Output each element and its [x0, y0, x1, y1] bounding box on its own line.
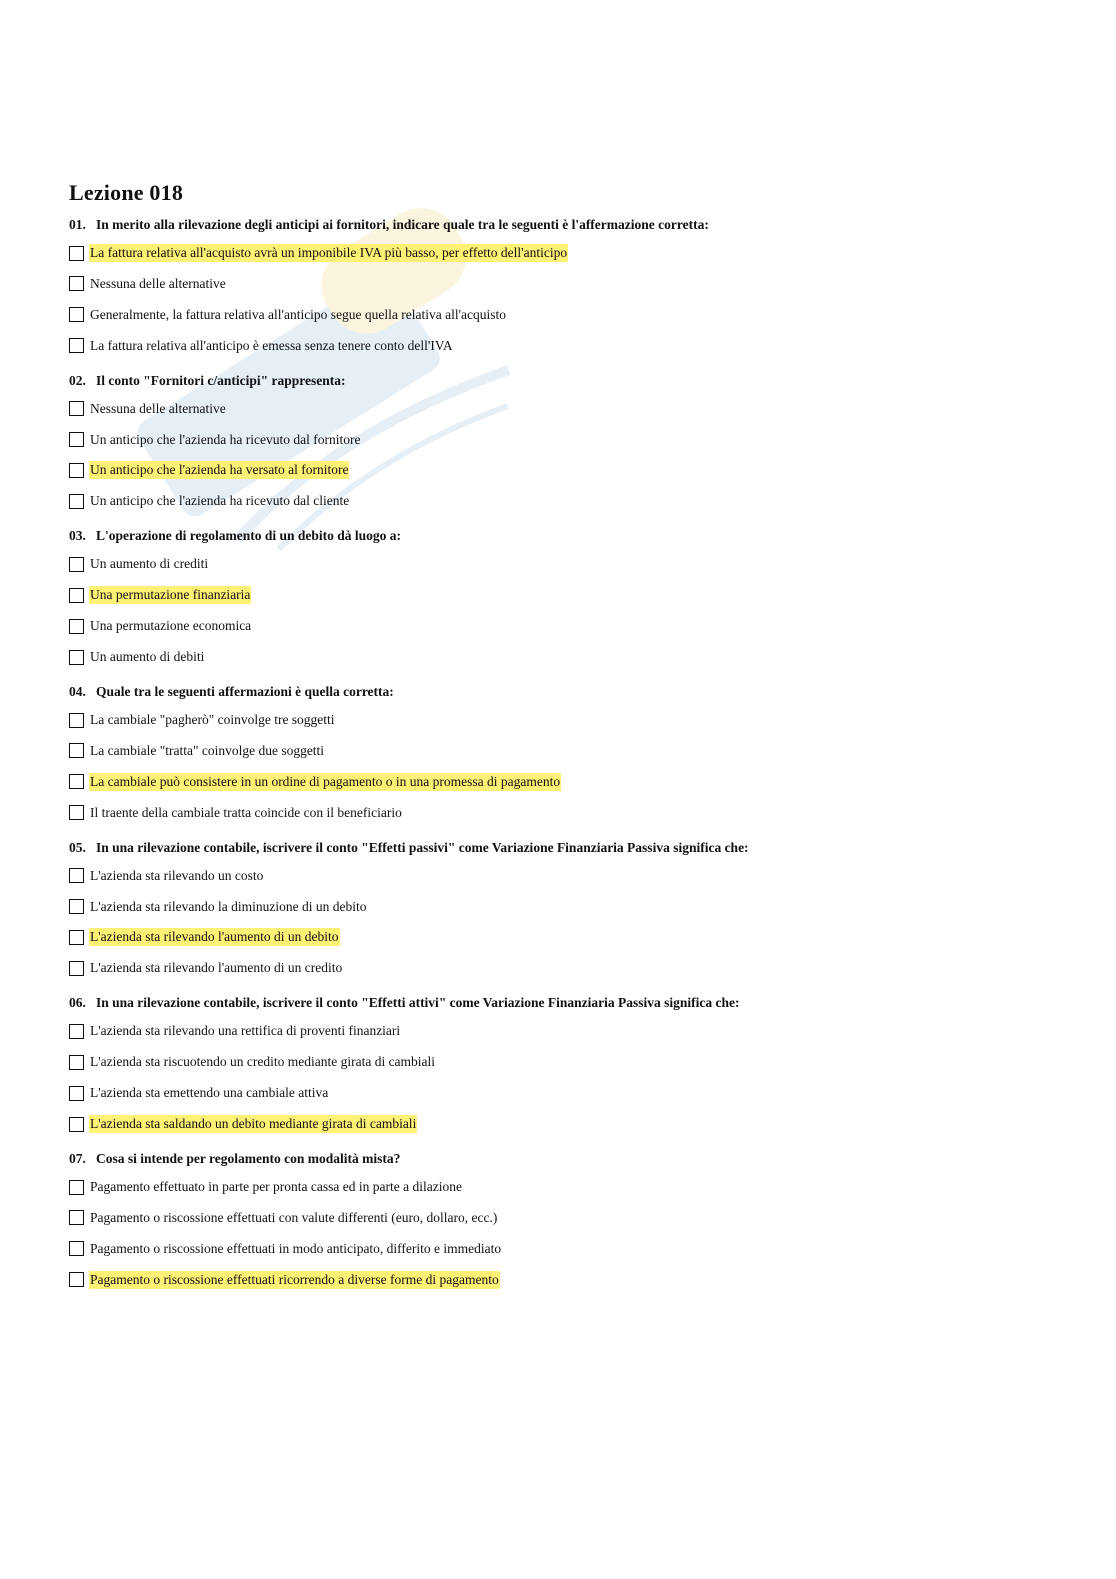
- checkbox[interactable]: [69, 619, 84, 634]
- checkbox[interactable]: [69, 588, 84, 603]
- question-prompt: In merito alla rilevazione degli anticipi ai fornitori, indicare quale tra le seguenti è l'affermazione corretta:: [96, 217, 709, 232]
- answer-option[interactable]: [69, 490, 1049, 512]
- answer-option[interactable]: [69, 429, 1049, 451]
- answer-label: Pagamento effettuato in parte per pronta cassa ed in parte a dilazione: [90, 1179, 462, 1195]
- question-number: 02.: [69, 372, 86, 388]
- answer-option[interactable]: [69, 1269, 1049, 1291]
- checkbox[interactable]: [69, 1117, 84, 1132]
- answer-option[interactable]: [69, 1082, 1049, 1104]
- checkbox[interactable]: [69, 494, 84, 509]
- answer-option[interactable]: [69, 1020, 1049, 1042]
- checkbox[interactable]: [69, 650, 84, 665]
- answer-option[interactable]: [69, 1051, 1049, 1073]
- answer-label: L'azienda sta rilevando l'aumento di un credito: [90, 960, 343, 976]
- answer-option[interactable]: [69, 709, 1049, 731]
- checkbox[interactable]: [69, 338, 84, 353]
- answer-label: Nessuna delle alternative: [90, 275, 226, 291]
- question-number: 05.: [69, 839, 86, 855]
- answer-label: Un aumento di crediti: [90, 556, 209, 572]
- question-prompt: In una rilevazione contabile, iscrivere il conto "Effetti passivi" come Variazione Finanziaria Passiva significa che:: [96, 839, 749, 855]
- checkbox[interactable]: [69, 307, 84, 322]
- checkbox[interactable]: [69, 805, 84, 820]
- answer-label-highlighted: Una permutazione finanziaria: [90, 587, 251, 603]
- question-number: 03.: [69, 528, 86, 544]
- answer-option[interactable]: [69, 1176, 1049, 1198]
- answer-label: L'azienda sta rilevando un costo: [90, 867, 264, 883]
- checkbox[interactable]: [69, 1055, 84, 1070]
- question-text: [69, 1150, 1049, 1167]
- answer-option[interactable]: [69, 896, 1049, 918]
- checkbox[interactable]: [69, 713, 84, 728]
- answer-option[interactable]: [69, 646, 1049, 668]
- answer-label: Un anticipo che l'azienda ha ricevuto dal fornitore: [90, 431, 361, 447]
- question-prompt: L'operazione di regolamento di un debito dà luogo a:: [96, 528, 402, 544]
- checkbox[interactable]: [69, 1272, 84, 1287]
- answer-option[interactable]: [69, 740, 1049, 762]
- checkbox[interactable]: [69, 1086, 84, 1101]
- answer-label: L'azienda sta rilevando la diminuzione di un debito: [90, 898, 367, 914]
- answer-option[interactable]: [69, 304, 1049, 326]
- answer-option[interactable]: [69, 273, 1049, 295]
- question-number: 06.: [69, 995, 86, 1011]
- answer-label: L'azienda sta emettendo una cambiale attiva: [90, 1085, 329, 1101]
- question-block: [69, 527, 1049, 668]
- checkbox[interactable]: [69, 432, 84, 447]
- answer-option[interactable]: [69, 771, 1049, 793]
- answer-label: L'azienda sta rilevando una rettifica di proventi finanziari: [90, 1023, 401, 1039]
- answer-label: Pagamento o riscossione effettuati con valute differenti (euro, dollaro, ecc.): [90, 1209, 498, 1225]
- answer-label-highlighted: La fattura relativa all'acquisto avrà un imponibile IVA più basso, per effetto dell'anticipo: [90, 245, 568, 260]
- answer-option[interactable]: [69, 242, 1049, 264]
- answer-option[interactable]: [69, 1113, 1049, 1135]
- answer-label: La cambiale "tratta" coinvolge due soggetti: [90, 742, 325, 758]
- answer-label-highlighted: L'azienda sta saldando un debito mediante girata di cambiali: [90, 1116, 417, 1132]
- document-page: [69, 180, 1049, 1306]
- question-text: [69, 683, 1049, 700]
- checkbox[interactable]: [69, 463, 84, 478]
- question-prompt: Il conto "Fornitori c/anticipi" rappresenta:: [96, 372, 346, 388]
- question-prompt: In una rilevazione contabile, iscrivere il conto "Effetti attivi" come Variazione Finanziaria Passiva significa che:: [96, 995, 740, 1011]
- answer-option[interactable]: [69, 335, 1049, 357]
- question-block: [69, 839, 1049, 980]
- question-list: [69, 216, 1049, 1291]
- checkbox[interactable]: [69, 401, 84, 416]
- question-block: [69, 372, 1049, 513]
- answer-option[interactable]: [69, 459, 1049, 481]
- checkbox[interactable]: [69, 246, 84, 261]
- answer-option[interactable]: [69, 957, 1049, 979]
- checkbox[interactable]: [69, 1180, 84, 1195]
- question-number: 07.: [69, 1151, 86, 1167]
- answer-option[interactable]: [69, 865, 1049, 887]
- answer-label-highlighted: La cambiale può consistere in un ordine di pagamento o in una promessa di pagamento: [90, 773, 561, 789]
- answer-label-highlighted: Un anticipo che l'azienda ha versato al fornitore: [90, 462, 349, 478]
- question-text: [69, 216, 1049, 233]
- question-text: [69, 527, 1049, 544]
- question-text: [69, 372, 1049, 389]
- answer-label: Generalmente, la fattura relativa all'anticipo segue quella relativa all'acquisto: [90, 306, 507, 322]
- checkbox[interactable]: [69, 774, 84, 789]
- checkbox[interactable]: [69, 868, 84, 883]
- question-number: 01.: [69, 217, 86, 232]
- answer-label: Pagamento o riscossione effettuati in modo anticipato, differito e immediato: [90, 1240, 502, 1256]
- question-text: [69, 994, 1049, 1011]
- answer-label-highlighted: L'azienda sta rilevando l'aumento di un debito: [90, 929, 339, 945]
- checkbox[interactable]: [69, 743, 84, 758]
- checkbox[interactable]: [69, 276, 84, 291]
- checkbox[interactable]: [69, 1241, 84, 1256]
- answer-label: Una permutazione economica: [90, 618, 252, 634]
- checkbox[interactable]: [69, 1210, 84, 1225]
- answer-option[interactable]: [69, 802, 1049, 824]
- answer-option[interactable]: [69, 1207, 1049, 1229]
- checkbox[interactable]: [69, 1024, 84, 1039]
- question-block: [69, 683, 1049, 824]
- answer-option[interactable]: [69, 553, 1049, 575]
- checkbox[interactable]: [69, 961, 84, 976]
- answer-option[interactable]: [69, 926, 1049, 948]
- answer-label: La fattura relativa all'anticipo è emessa senza tenere conto dell'IVA: [90, 337, 453, 353]
- answer-label: Il traente della cambiale tratta coincide con il beneficiario: [90, 804, 402, 820]
- answer-label: Un aumento di debiti: [90, 649, 205, 665]
- answer-label: Nessuna delle alternative: [90, 400, 226, 416]
- question-prompt: Quale tra le seguenti affermazioni è quella corretta:: [96, 684, 394, 700]
- question-prompt: Cosa si intende per regolamento con modalità mista?: [96, 1151, 401, 1167]
- answer-option[interactable]: [69, 398, 1049, 420]
- question-number: 04.: [69, 684, 86, 700]
- question-text: [69, 839, 1049, 856]
- answer-option[interactable]: [69, 615, 1049, 637]
- answer-option[interactable]: [69, 584, 1049, 606]
- question-block: [69, 1150, 1049, 1291]
- answer-label: La cambiale "pagherò" coinvolge tre soggetti: [90, 712, 335, 728]
- checkbox[interactable]: [69, 899, 84, 914]
- lesson-title: Lezione 018: [69, 180, 184, 205]
- answer-option[interactable]: [69, 1238, 1049, 1260]
- checkbox[interactable]: [69, 557, 84, 572]
- answer-label: L'azienda sta riscuotendo un credito mediante girata di cambiali: [90, 1054, 436, 1070]
- checkbox[interactable]: [69, 930, 84, 945]
- answer-label: Un anticipo che l'azienda ha ricevuto dal cliente: [90, 493, 350, 509]
- answer-label-highlighted: Pagamento o riscossione effettuati ricorrendo a diverse forme di pagamento: [90, 1271, 499, 1287]
- question-block: [69, 994, 1049, 1135]
- question-block: [69, 216, 1049, 357]
